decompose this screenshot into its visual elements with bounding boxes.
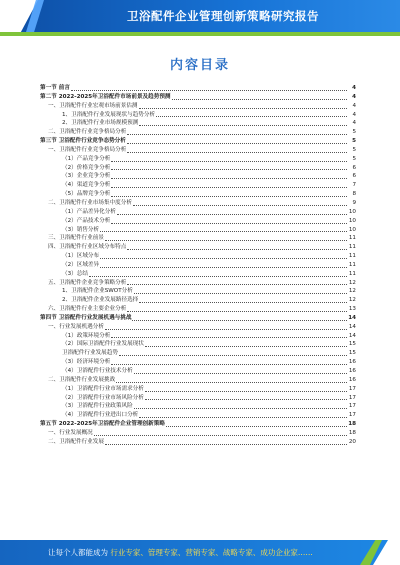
toc-dot-leader (111, 187, 347, 188)
toc-entry-page: 5 (352, 146, 356, 153)
toc-entry[interactable] (40, 314, 356, 323)
toc-entry[interactable] (40, 394, 356, 403)
toc-entry-page: 17 (348, 385, 356, 392)
toc-entry-page: 16 (348, 368, 356, 374)
toc-entry-page: 11 (348, 244, 356, 251)
toc-entry-label: 三、卫浴配件行业前景 (48, 235, 104, 242)
toc-entry-label: （3）销售分析 (62, 226, 100, 233)
toc-dot-leader (105, 329, 347, 330)
toc-entry[interactable] (40, 367, 356, 376)
toc-entry-page: 9 (352, 199, 356, 206)
toc-dot-leader (145, 399, 347, 400)
toc-dot-leader (127, 134, 347, 135)
toc-entry-label: 第五节 2022-2025年卫浴配件企业管理创新策略 (40, 421, 165, 428)
toc-entry-page: 5 (352, 129, 356, 136)
toc-entry-page: 17 (348, 412, 356, 419)
toc-entry[interactable] (40, 305, 356, 314)
toc-entry[interactable] (40, 349, 356, 358)
toc-entry-page: 12 (348, 288, 356, 295)
toc-entry-label: 二、卫浴配件行业发展 (48, 438, 104, 445)
toc-entry-page: 4 (352, 93, 356, 100)
toc-entry-label: 一、行业发展概况 (48, 429, 93, 436)
toc-entry-label: 一、卫浴配件行业宏观市场前景估测 (48, 102, 138, 109)
toc-entry[interactable] (40, 323, 356, 332)
toc-entry[interactable] (40, 411, 356, 420)
toc-entry-label: 2、卫浴配件行业市场规模预测 (62, 120, 139, 127)
toc-dot-leader (116, 382, 347, 383)
toc-entry[interactable] (40, 181, 356, 190)
toc-entry-page: 7 (352, 182, 356, 189)
toc-dot-leader (172, 99, 347, 100)
toc-entry[interactable] (40, 172, 356, 181)
toc-entry-page: 5 (352, 155, 356, 162)
toc-dot-leader (111, 161, 347, 162)
toc-dot-leader (127, 249, 347, 250)
toc-entry-label: （3）总结 (62, 270, 88, 277)
toc-dot-leader (127, 152, 347, 153)
footer-slogan-lead: 让每个人都能成为 (48, 548, 108, 557)
toc-entry-label: （1）区域分布 (62, 253, 100, 260)
toc-entry[interactable] (40, 429, 356, 438)
toc-entry[interactable] (40, 438, 356, 447)
toc-dot-leader (111, 223, 347, 224)
toc-entry-page: 20 (348, 438, 356, 445)
toc-entry-page: 6 (352, 173, 356, 180)
toc-entry-page: 10 (348, 226, 356, 233)
toc-entry-page: 12 (348, 297, 356, 304)
toc-dot-leader (111, 178, 347, 179)
toc-dot-leader (127, 311, 347, 312)
toc-entry-page: 15 (348, 341, 356, 348)
toc-dot-leader (133, 205, 347, 206)
table-of-contents (40, 84, 356, 447)
footer-slogan (48, 547, 313, 558)
toc-dot-leader (100, 258, 347, 259)
toc-entry[interactable] (40, 208, 356, 217)
toc-entry-page: 14 (348, 332, 356, 339)
toc-entry-page: 18 (348, 421, 356, 428)
toc-entry-page: 11 (348, 235, 356, 242)
toc-entry-label: （3）企业竞争分析 (62, 173, 111, 180)
toc-entry-page: 16 (348, 359, 356, 366)
toc-entry-page: 17 (348, 394, 356, 401)
toc-entry[interactable] (40, 155, 356, 164)
toc-entry-label: （3）经济环境分析 (62, 359, 111, 366)
report-title: 卫浴配件企业管理创新策略研究报告 (127, 9, 319, 23)
toc-entry-label: （1）产品竞争分析 (62, 155, 111, 162)
toc-entry[interactable] (40, 119, 356, 128)
toc-dot-leader (117, 214, 347, 215)
footer-slogan-roles: 行业专家、管理专家、营销专家、战略专家、成功企业家…… (110, 548, 313, 557)
toc-dot-leader (100, 267, 347, 268)
toc-entry-label: 一、卫浴配件行业竞争格局分析 (48, 146, 127, 153)
toc-dot-leader (71, 90, 347, 91)
toc-dot-leader (105, 240, 347, 241)
toc-entry[interactable] (40, 287, 356, 296)
toc-entry[interactable] (40, 385, 356, 394)
toc-entry-label: 2、卫浴配件企业发展路径选择 (62, 297, 139, 304)
toc-entry-label: 1、卫浴配件行业发展现状与趋势分析 (62, 111, 156, 118)
toc-dot-leader (105, 444, 347, 445)
toc-dot-leader (89, 276, 347, 277)
toc-dot-leader (111, 169, 347, 170)
toc-entry-label: 第四节 卫浴配件行业发展机遇与挑战 (40, 314, 132, 321)
toc-entry-page: 4 (352, 111, 356, 118)
toc-dot-leader (111, 364, 347, 365)
toc-dot-leader (132, 320, 347, 321)
toc-dot-leader (139, 302, 347, 303)
toc-entry-page: 8 (352, 191, 356, 198)
toc-entry-page: 14 (348, 314, 356, 321)
toc-entry[interactable] (40, 164, 356, 173)
toc-entry[interactable] (40, 243, 356, 252)
toc-entry-label: （4）渠道竞争分析 (62, 182, 111, 189)
toc-entry-label: （1）产品差异化分析 (62, 208, 116, 215)
toc-entry-label: （1）卫浴配件行业市场需求分析 (62, 385, 144, 392)
toc-dot-leader (145, 391, 347, 392)
toc-entry-label: （2）区域差异 (62, 261, 100, 268)
toc-dot-leader (139, 417, 347, 418)
toc-entry-page: 11 (348, 253, 356, 260)
toc-dot-leader (119, 355, 347, 356)
toc-entry-page: 18 (348, 429, 356, 436)
toc-dot-leader (139, 108, 347, 109)
toc-entry-label: （5）品牌竞争分析 (62, 191, 111, 198)
toc-entry-page: 15 (348, 350, 356, 357)
toc-dot-leader (166, 426, 347, 427)
toc-entry-label: 1、卫浴配件企业SWOT分析 (62, 288, 133, 295)
toc-entry-label: （2）价格竞争分析 (62, 164, 111, 171)
toc-entry-page: 6 (352, 164, 356, 171)
toc-entry-label: 一、行业发展机遇分析 (48, 323, 104, 330)
toc-entry-label: （2）产品技术分析 (62, 217, 111, 224)
toc-entry[interactable] (40, 340, 356, 349)
toc-dot-leader (139, 125, 347, 126)
toc-entry[interactable] (40, 252, 356, 261)
toc-entry[interactable] (40, 358, 356, 367)
toc-entry-page: 11 (348, 261, 356, 268)
toc-dot-leader (134, 408, 347, 409)
toc-entry-label: （3）卫浴配件行业政策风险 (62, 403, 133, 410)
toc-entry-label: 六、卫浴配件行业主要企业分析 (48, 306, 127, 313)
toc-dot-leader (134, 373, 347, 374)
toc-entry[interactable] (40, 261, 356, 270)
toc-dot-leader (127, 284, 347, 285)
toc-entry-label: 第一节 前言 (40, 85, 70, 91)
toc-entry-page: 4 (352, 120, 356, 127)
toc-dot-leader (111, 196, 347, 197)
toc-dot-leader (111, 337, 347, 338)
toc-entry[interactable] (40, 226, 356, 235)
toc-entry[interactable] (40, 332, 356, 341)
toc-entry-page: 10 (348, 208, 356, 215)
toc-entry[interactable] (40, 234, 356, 243)
toc-dot-leader (145, 346, 347, 347)
toc-entry[interactable] (40, 420, 356, 429)
toc-entry-label: 二、卫浴配件行业竞争格局分析 (48, 129, 127, 136)
toc-entry-page: 17 (348, 403, 356, 410)
toc-entry[interactable] (40, 93, 356, 102)
toc-entry-label: 四、卫浴配件行业区域分布特点 (48, 244, 127, 251)
report-header (0, 0, 400, 36)
toc-entry-page: 10 (348, 217, 356, 224)
toc-entry-label: 第二节 2022-2025年卫浴配件市场前景及趋势预测 (40, 93, 171, 100)
toc-entry-label: （2）卫浴配件行业市场风险分析 (62, 394, 144, 401)
toc-entry-label: 卫浴配件行业发展趋势 (62, 350, 118, 357)
toc-entry-page: 4 (352, 85, 356, 91)
toc-entry-page: 16 (348, 376, 356, 383)
toc-entry-label: （1）政策环境分析 (62, 332, 111, 339)
toc-entry[interactable] (40, 217, 356, 226)
toc-dot-leader (134, 293, 347, 294)
page-footer (0, 540, 400, 565)
toc-dot-leader (100, 231, 347, 232)
toc-dot-leader (94, 435, 347, 436)
toc-entry[interactable] (40, 128, 356, 137)
toc-entry[interactable] (40, 270, 356, 279)
toc-heading: 内容目录 (169, 58, 230, 73)
toc-entry-page: 13 (348, 306, 356, 313)
toc-dot-leader (156, 116, 347, 117)
toc-entry-label: 二、卫浴配件行业市场集中度分析 (48, 199, 132, 206)
toc-entry-page: 11 (348, 270, 356, 277)
toc-entry[interactable] (40, 190, 356, 199)
toc-entry[interactable] (40, 296, 356, 305)
toc-entry[interactable] (40, 279, 356, 288)
toc-entry[interactable] (40, 376, 356, 385)
toc-entry-label: （4）卫浴配件行业技术分析 (62, 368, 133, 374)
toc-entry[interactable] (40, 146, 356, 155)
toc-entry[interactable] (40, 84, 356, 93)
toc-entry[interactable] (40, 111, 356, 120)
toc-entry-page: 5 (352, 138, 356, 145)
toc-dot-leader (127, 143, 347, 144)
toc-entry-page: 12 (348, 279, 356, 286)
toc-entry-page: 14 (348, 323, 356, 330)
toc-entry[interactable] (40, 199, 356, 208)
toc-entry-label: 第三节 卫浴配件行业竞争态势分析 (40, 138, 126, 145)
toc-entry[interactable] (40, 137, 356, 146)
toc-entry[interactable] (40, 102, 356, 111)
toc-entry-label: （2）国际卫浴配件行业发展现状 (62, 341, 144, 348)
toc-entry-page: 4 (352, 102, 356, 109)
toc-entry[interactable] (40, 402, 356, 411)
header-accent-stripe (0, 32, 400, 36)
toc-entry-label: （4）卫浴配件行业进出口分析 (62, 412, 139, 419)
toc-entry-label: 二、卫浴配件行业发展挑战 (48, 376, 116, 383)
toc-entry-label: 五、卫浴配件企业竞争策略分析 (48, 279, 127, 286)
